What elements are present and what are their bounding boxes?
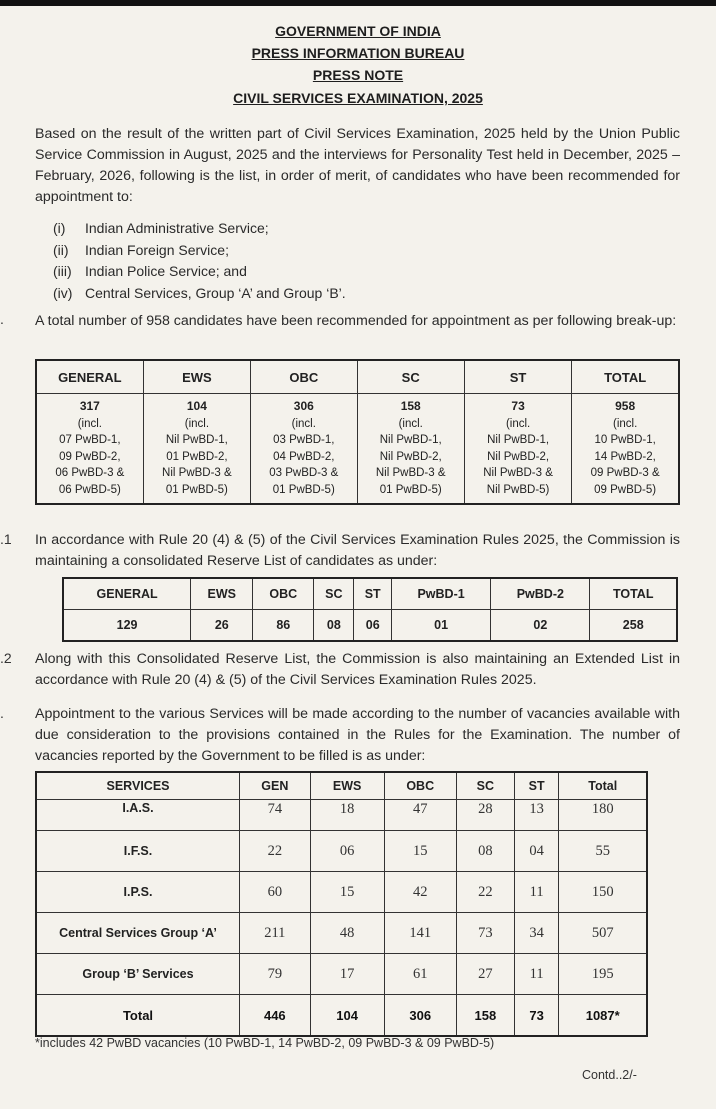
vacancy-header: OBC [384,772,456,800]
reserve-value: 26 [191,610,253,642]
reserve-value: 01 [391,610,490,642]
total-cell: 1087* [559,995,647,1037]
breakup-header: SC [357,360,464,394]
vacancy-cell: 04 [514,831,559,872]
table-row [36,954,647,995]
breakup-header: EWS [143,360,250,394]
vacancy-cell: 79 [240,954,311,995]
vacancy-cell: 55 [559,831,647,872]
reserve-value: 06 [354,610,392,642]
reserve-value: 129 [63,610,191,642]
reserve-header: EWS [191,578,253,610]
vacancy-cell: 17 [310,954,384,995]
vacancy-cell: 28 [456,800,514,831]
vacancy-header: Total [559,772,647,800]
total-cell: 158 [456,995,514,1037]
vacancy-header: GEN [240,772,311,800]
header-line-3: PRESS NOTE [312,67,404,83]
footnote: *includes 42 PwBD vacancies (10 PwBD-1, 14 PwBD-2, 09 PwBD-3 & 09 PwBD-5) [35,1036,495,1050]
breakup-table [35,359,680,505]
reserve-header: PwBD-2 [491,578,590,610]
vacancy-cell: 150 [559,872,647,913]
breakup-cell: 73 (incl. Nil PwBD-1, Nil PwBD-2, Nil PwBD-3 & Nil PwBD-5) [464,394,571,505]
vacancy-cell: 180 [559,800,647,831]
breakup-cell: 158 (incl. Nil PwBD-1, Nil PwBD-2, Nil PwBD-3 & 01 PwBD-5) [357,394,464,505]
breakup-header: TOTAL [572,360,679,394]
list-item: (i) Indian Administrative Service; [53,220,269,236]
section-3-text: Appointment to the various Services will be made according to the number of vacancies available with due consideration to the provisions contained in the Rules for the Examination. The number of vacancies reported by the Government to be filled is as under: [35,706,680,764]
vacancy-cell: 74 [240,800,311,831]
services-list [53,218,346,304]
vacancy-cell: 61 [384,954,456,995]
breakup-header: GENERAL [36,360,143,394]
section-3-number: . [0,705,4,721]
vacancy-header: EWS [310,772,384,800]
vacancy-cell: 11 [514,872,559,913]
vacancy-cell: 11 [514,954,559,995]
vacancy-cell: 60 [240,872,311,913]
reserve-value: 258 [590,610,677,642]
vacancy-cell: 507 [559,913,647,954]
reserve-value: 86 [253,610,314,642]
reserve-header: ST [354,578,392,610]
vacancy-cell: 34 [514,913,559,954]
intro-paragraph: Based on the result of the written part of Civil Services Examination, 2025 held by the Union Public Service Commission in August, 2025 and the interviews for Personality Test held in December, 2025 – February, 2026, following is the list, in order of merit, of candidates who have been recommended for appointment to: [35,126,680,205]
table-row [36,800,647,831]
total-cell: 446 [240,995,311,1037]
service-name: Central Services Group ‘A’ [36,913,240,954]
section-2-1-number: .1 [0,531,12,547]
vacancy-cell: 18 [310,800,384,831]
reserve-header: OBC [253,578,314,610]
reserve-header: PwBD-1 [391,578,490,610]
list-item: (ii) Indian Foreign Service; [53,241,229,258]
breakup-cell: 958 (incl. 10 PwBD-1, 14 PwBD-2, 09 PwBD-3 & 09 PwBD-5) [572,394,679,505]
total-cell: 306 [384,995,456,1037]
list-item: (iii) Indian Police Service; and [53,263,247,279]
breakup-cell: 306 (incl. 03 PwBD-1, 04 PwBD-2, 03 PwBD-3 & 01 PwBD-5) [251,394,357,505]
vacancy-header: SERVICES [36,772,240,800]
vacancy-cell: 73 [456,913,514,954]
section-2-1-text: In accordance with Rule 20 (4) & (5) of the Civil Services Examination Rules 2025, the Commission is maintaining a consolidated Reserve List of candidates as under: [35,532,680,569]
reserve-header: GENERAL [63,578,191,610]
vacancy-cell: 141 [384,913,456,954]
breakup-cell: 317 (incl. 07 PwBD-1, 09 PwBD-2, 06 PwBD-3 & 06 PwBD-5) [36,394,143,505]
vacancy-cell: 08 [456,831,514,872]
service-name: I.P.S. [36,872,240,913]
breakup-cell: 104 (incl. Nil PwBD-1, 01 PwBD-2, Nil PwBD-3 & 01 PwBD-5) [143,394,250,505]
list-item: (iv) Central Services, Group ‘A’ and Group ‘B’. [53,284,346,301]
table-row [36,872,647,913]
vacancy-cell: 06 [310,831,384,872]
vacancy-cell: 195 [559,954,647,995]
total-cell: 104 [310,995,384,1037]
vacancy-table [35,771,648,1037]
header-line-2: PRESS INFORMATION BUREAU [251,45,465,61]
vacancy-cell: 22 [456,872,514,913]
vacancy-cell: 22 [240,831,311,872]
vacancy-header: SC [456,772,514,800]
continued-marker: Contd..2/- [582,1068,637,1082]
document-header [0,20,716,109]
vacancy-cell: 13 [514,800,559,831]
section-2-2-text: Along with this Consolidated Reserve List, the Commission is also maintaining an Extended List in accordance with Rule 20 (4) & (5) of the Civil Services Examination Rules 2025. [35,651,680,688]
reserve-header: SC [314,578,354,610]
top-border [0,0,716,6]
reserve-table [62,577,678,642]
section-2-2-number: .2 [0,650,12,666]
service-name: I.A.S. [36,800,240,831]
reserve-value: 08 [314,610,354,642]
total-label: Total [36,995,240,1037]
table-row [36,913,647,954]
service-name: Group ‘B’ Services [36,954,240,995]
header-line-4: CIVIL SERVICES EXAMINATION, 2025 [233,90,483,106]
vacancy-cell: 15 [310,872,384,913]
reserve-value: 02 [491,610,590,642]
breakup-header: OBC [251,360,357,394]
table-row [36,831,647,872]
total-cell: 73 [514,995,559,1037]
total-row [36,995,647,1037]
vacancy-header: ST [514,772,559,800]
section-2-text: A total number of 958 candidates have been recommended for appointment as per following break-up: [35,313,677,329]
vacancy-cell: 48 [310,913,384,954]
section-2-number: . [0,311,4,327]
vacancy-cell: 47 [384,800,456,831]
breakup-header: ST [464,360,571,394]
service-name: I.F.S. [36,831,240,872]
vacancy-cell: 42 [384,872,456,913]
vacancy-cell: 27 [456,954,514,995]
header-line-1: GOVERNMENT OF INDIA [275,23,441,39]
reserve-header: TOTAL [590,578,677,610]
vacancy-cell: 15 [384,831,456,872]
vacancy-cell: 211 [240,913,311,954]
